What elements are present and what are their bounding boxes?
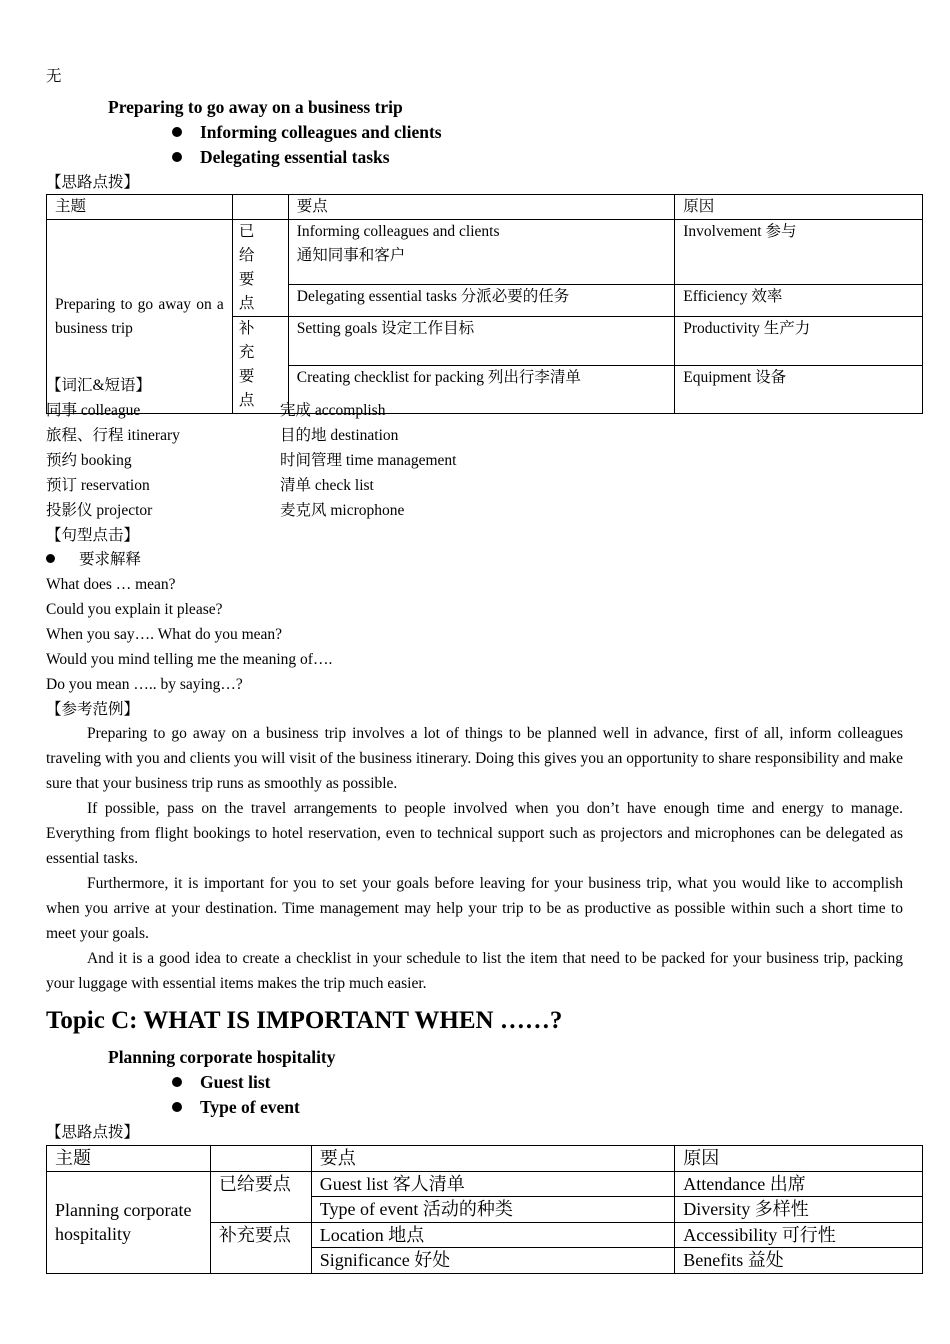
vocab-right-3: 时间管理 time management (280, 452, 457, 469)
point-cell (288, 220, 674, 285)
reason-cell: Involvement 参与 (675, 220, 923, 285)
header-point: 要点 (311, 1146, 675, 1172)
header-point: 要点 (288, 195, 674, 220)
top-note: 无 (46, 68, 62, 85)
sample-paragraph-4: And it is a good idea to create a checklist in your schedule to list the item that need to be packed for your business trip, packing your luggage with essential items makes the trip much easier. (46, 950, 903, 992)
reason-cell: Benefits 益处 (675, 1248, 923, 1274)
vocab-left-2: 旅程、行程 itinerary (46, 427, 180, 444)
sentence-line-5: Do you mean ….. by saying…? (46, 676, 243, 693)
reason-cell: Attendance 出席 (675, 1171, 923, 1197)
vocab-right-4: 清单 check list (280, 477, 374, 494)
sentence-bullet: 要求解释 (46, 547, 141, 572)
point-cell: Creating checklist for packing 列出行李清单 (288, 365, 674, 414)
topic-c-bullet-2: Type of event (172, 1095, 300, 1120)
vocab-left-4: 预订 reservation (46, 477, 150, 494)
vocab-left-5: 投影仪 projector (46, 502, 153, 519)
point-cell: Significance 好处 (311, 1248, 675, 1274)
header-reason: 原因 (675, 195, 923, 220)
topic-c-bullet-1: Guest list (172, 1070, 271, 1095)
header-topic: 主题 (47, 195, 233, 220)
table-header-row (47, 195, 923, 220)
sample-label: 【参考范例】 (46, 701, 140, 718)
sentence-label: 【句型点击】 (46, 527, 140, 544)
reason-cell: Equipment 设备 (675, 365, 923, 414)
sentence-line-2: Could you explain it please? (46, 601, 223, 618)
bullet-icon (172, 127, 182, 137)
section1-hint-label: 【思路点拨】 (46, 174, 140, 191)
table-row (47, 1171, 923, 1197)
vocab-left-1: 同事 colleague (46, 402, 141, 419)
point-en: Informing colleagues and clients (296, 223, 500, 240)
section1-bullet-1: Informing colleagues and clients (172, 120, 442, 145)
reason-cell: Productivity 生产力 (675, 317, 923, 366)
topic-c-title: Planning corporate hospitality (108, 1047, 336, 1067)
topic-cell: Planning corporate hospitality (47, 1171, 211, 1273)
topic-c-heading: Topic C: WHAT IS IMPORTANT WHEN ……? (46, 1007, 563, 1034)
header-blank (210, 1146, 311, 1172)
topic-cell: Preparing to go away on a business trip (47, 220, 233, 414)
given-label-cell: 已给要点 (210, 1171, 311, 1222)
header-topic: 主题 (47, 1146, 211, 1172)
bullet-icon (46, 554, 55, 563)
vocab-left-3: 预约 booking (46, 452, 132, 469)
point-cell: Type of event 活动的种类 (311, 1197, 675, 1223)
vocab-right-2: 目的地 destination (280, 427, 399, 444)
sample-paragraph-3: Furthermore, it is important for you to set your goals before leaving for your business trip, what you would like to accomplish when you arrive at your destination. Time management may help your trip to be as productive as possible within such a short time to meet your goals. (46, 875, 903, 942)
table-header-row (47, 1146, 923, 1172)
sentence-line-1: What does … mean? (46, 576, 176, 593)
point-cell: Setting goals 设定工作目标 (288, 317, 674, 366)
vocab-right-5: 麦克风 microphone (280, 502, 405, 519)
point-zh: 通知同事和客户 (296, 247, 406, 264)
bullet-icon (172, 152, 182, 162)
section1-table (46, 194, 923, 414)
section1-bullet-2: Delegating essential tasks (172, 145, 390, 170)
sample-paragraph-2: If possible, pass on the travel arrangements to people involved when you don’t have enough time and energy to manage. Everything from flight bookings to hotel reservation, even to technical support such as projectors and microphones can be delegated as essential tasks. (46, 800, 903, 867)
bullet-icon (172, 1077, 182, 1087)
header-reason: 原因 (675, 1146, 923, 1172)
reason-cell: Accessibility 可行性 (675, 1222, 923, 1248)
point-cell: Guest list 客人清单 (311, 1171, 675, 1197)
sentence-line-4: Would you mind telling me the meaning of…. (46, 651, 333, 668)
topic-c-hint-label: 【思路点拨】 (46, 1124, 140, 1141)
point-cell: Location 地点 (311, 1222, 675, 1248)
section1-title: Preparing to go away on a business trip (108, 97, 403, 117)
sentence-line-3: When you say…. What do you mean? (46, 626, 283, 643)
sample-paragraph-1: Preparing to go away on a business trip involves a lot of things to be planned well in advance, first of all, inform colleagues traveling with you and clients you will visit of the business itinerary. Doing this gives you an opportunity to share responsibility and make sure that your business trip runs as smoothly as possible. (46, 725, 903, 792)
extra-label-cell: 补充要点 (232, 317, 288, 414)
header-blank (232, 195, 288, 220)
extra-label-cell: 补充要点 (210, 1222, 311, 1273)
topic-c-table (46, 1145, 923, 1274)
reason-cell: Diversity 多样性 (675, 1197, 923, 1223)
given-label-cell: 已给要点 (232, 220, 288, 317)
vocab-right-1: 完成 accomplish (280, 402, 386, 419)
point-cell: Delegating essential tasks 分派必要的任务 (288, 284, 674, 316)
table-row (47, 220, 923, 285)
vocab-label: 【词汇&短语】 (46, 377, 152, 394)
bullet-icon (172, 1102, 182, 1112)
reason-cell: Efficiency 效率 (675, 284, 923, 316)
